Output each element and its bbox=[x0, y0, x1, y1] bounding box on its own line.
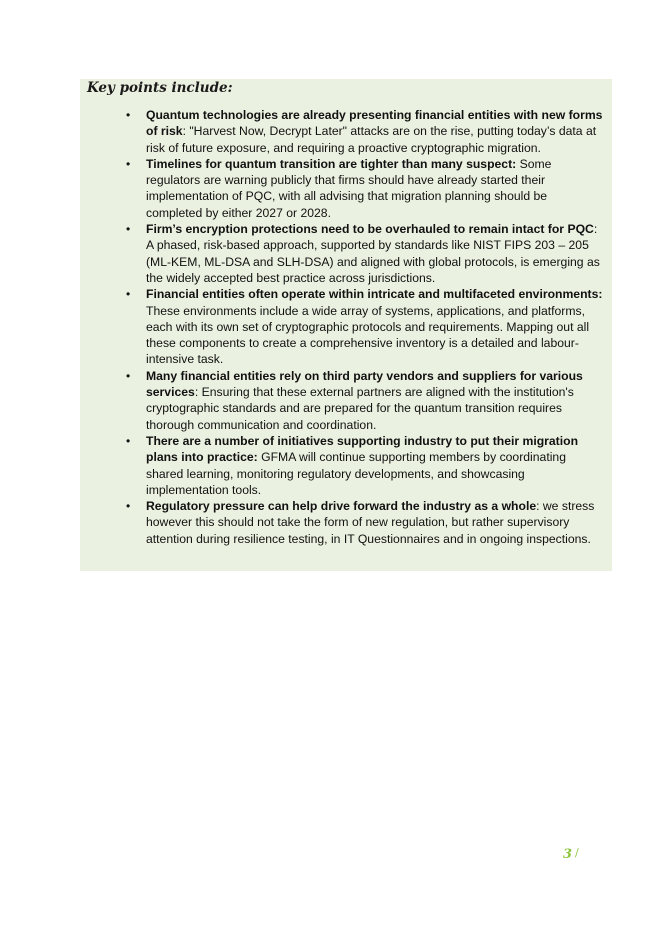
list-item bbox=[126, 156, 606, 221]
key-points-list bbox=[126, 107, 606, 547]
bullet-icon: • bbox=[126, 222, 131, 237]
bullet-icon: • bbox=[126, 287, 131, 302]
point-text: : we stress however this should not take the form of new regulation, but rather supervisory attention during resilience testing, in IT Questionnaires and in ongoing inspections. bbox=[146, 499, 595, 546]
page-number-value: 3 bbox=[563, 847, 573, 862]
bullet-icon: • bbox=[126, 108, 131, 122]
point-title: Timelines for quantum transition are tighter than many suspect: bbox=[146, 156, 517, 171]
point-text: : "Harvest Now, Decrypt Later" attacks are on the rise, putting today’s data at risk of future exposure, and requiring a proactive cryptographic migration. bbox=[146, 124, 597, 155]
bullet-icon: • bbox=[126, 156, 131, 171]
point-title: Firm’s encryption protections need to be overhauled to remain intact for PQC bbox=[146, 222, 594, 237]
point-title: There are a number of initiatives supporting industry to put their migration plans into practice: bbox=[146, 433, 579, 465]
point-text: : Ensuring that these external partners are aligned with the institution's cryptographic standards and are prepared for the quantum transition requires thorough communication and coordination. bbox=[146, 385, 574, 432]
point-title: Many financial entities rely on third party vendors and suppliers for various services bbox=[146, 368, 583, 400]
list-item bbox=[126, 107, 606, 156]
list-item bbox=[126, 221, 606, 286]
page-number-separator: / bbox=[575, 846, 579, 859]
page-number bbox=[563, 846, 579, 862]
list-item bbox=[126, 498, 606, 547]
bullet-icon: • bbox=[126, 368, 131, 383]
list-item bbox=[126, 286, 606, 367]
bullet-icon: • bbox=[126, 433, 131, 448]
point-title: Regulatory pressure can help drive forward the industry as a whole bbox=[146, 499, 537, 514]
key-points-heading: Key points include: bbox=[87, 80, 233, 96]
point-text: These environments include a wide array of systems, applications, and platforms, each with its own set of cryptographic protocols and requirements. Mapping out all these components to create a comprehensive inventory is a detailed and labour-intensive task. bbox=[146, 303, 590, 367]
point-title: Financial entities often operate within intricate and multifaceted environments: bbox=[146, 287, 603, 302]
point-title: Quantum technologies are already presenting financial entities with new forms of risk bbox=[146, 108, 603, 139]
bullet-icon: • bbox=[126, 499, 131, 514]
point-text: Some regulators are warning publicly that firms should have already started their implementation of PQC, with all advising that migration planning should be completed by either 2027 or 2028. bbox=[146, 156, 552, 220]
key-points-box bbox=[80, 79, 612, 571]
list-item bbox=[126, 368, 606, 433]
list-item bbox=[126, 433, 606, 498]
point-text: : A phased, risk-based approach, supported by standards like NIST FIPS 203 – 205 (ML-KEM, ML-DSA and SLH-DSA) and aligned with global protocols, is emerging as the widely accepted best practice across jurisdictions. bbox=[146, 222, 600, 285]
point-text: GFMA will continue supporting members by coordinating shared learning, monitoring regulatory developments, and showcasing implementation tools. bbox=[146, 450, 566, 497]
